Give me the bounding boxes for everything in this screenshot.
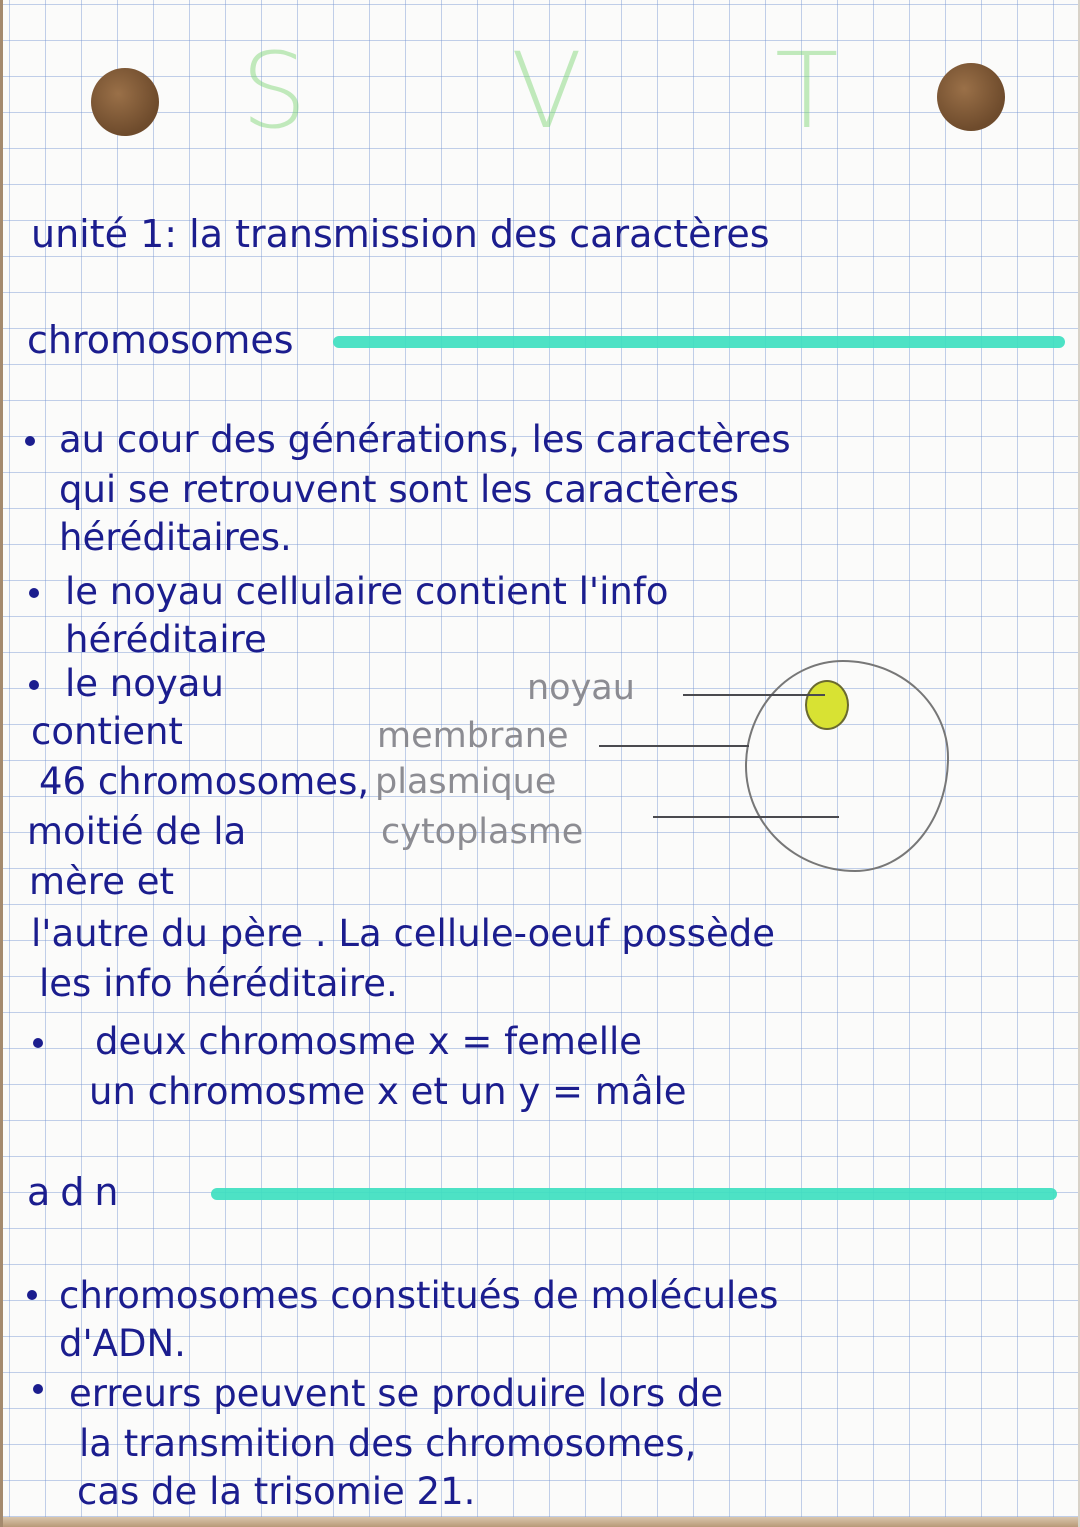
diagram-leader-line (653, 816, 839, 818)
section-heading-adn: adn (27, 1170, 129, 1214)
highlight-underline (333, 336, 1065, 348)
bullet-dot (27, 1290, 37, 1300)
text-line: l'autre du père . La cellule-oeuf possède (31, 912, 775, 955)
page-title: unité 1: la transmission des caractères (31, 212, 770, 256)
section-heading-chromosomes: chromosomes (27, 318, 294, 362)
card-bottom-edge (3, 1517, 1078, 1527)
header-letter-v: V (511, 30, 583, 152)
text-line: moitié de la (27, 810, 247, 853)
text-line: le noyau cellulaire contient l'info (65, 570, 669, 613)
diagram-label-noyau: noyau (527, 668, 635, 708)
bullet-dot (33, 1038, 43, 1048)
punch-hole-left (91, 68, 159, 136)
header-letter-t: T (775, 30, 839, 152)
text-line: contient (31, 710, 183, 753)
text-line: 46 chromosomes, (39, 760, 370, 803)
text-line: qui se retrouvent sont les caractères (59, 468, 739, 511)
text-line: mère et (29, 860, 175, 903)
text-line: d'ADN. (59, 1322, 186, 1365)
diagram-leader-line (683, 694, 825, 696)
text-line: héréditaire (65, 618, 267, 661)
text-line: cas de la trisomie 21. (77, 1470, 476, 1513)
bullet-dot (29, 588, 39, 598)
cell-diagram-nucleus (805, 680, 849, 730)
bullet-dot (29, 680, 39, 690)
diagram-leader-line (599, 745, 749, 747)
text-line: erreurs peuvent se produire lors de (69, 1372, 724, 1415)
text-line: le noyau (65, 662, 224, 705)
text-line: deux chromosme x = femelle (95, 1020, 643, 1063)
header-letter-s: S (241, 30, 308, 152)
text-line: la transmition des chromosomes, (79, 1422, 697, 1465)
text-line: héréditaires. (59, 516, 292, 559)
text-line: un chromosme x et un y = mâle (89, 1070, 687, 1113)
highlight-underline (211, 1188, 1057, 1200)
cell-diagram-membrane (745, 660, 949, 872)
diagram-label-cytoplasme: cytoplasme (381, 812, 584, 852)
punch-hole-right (937, 63, 1005, 131)
text-line: les info héréditaire. (39, 962, 398, 1005)
text-line: au cour des générations, les caractères (59, 418, 791, 461)
diagram-label-plasmique: plasmique (375, 762, 557, 802)
bullet-dot (25, 436, 35, 446)
text-line: chromosomes constitués de molécules (59, 1274, 779, 1317)
bullet-dot (33, 1384, 43, 1394)
diagram-label-membrane: membrane (377, 716, 569, 756)
